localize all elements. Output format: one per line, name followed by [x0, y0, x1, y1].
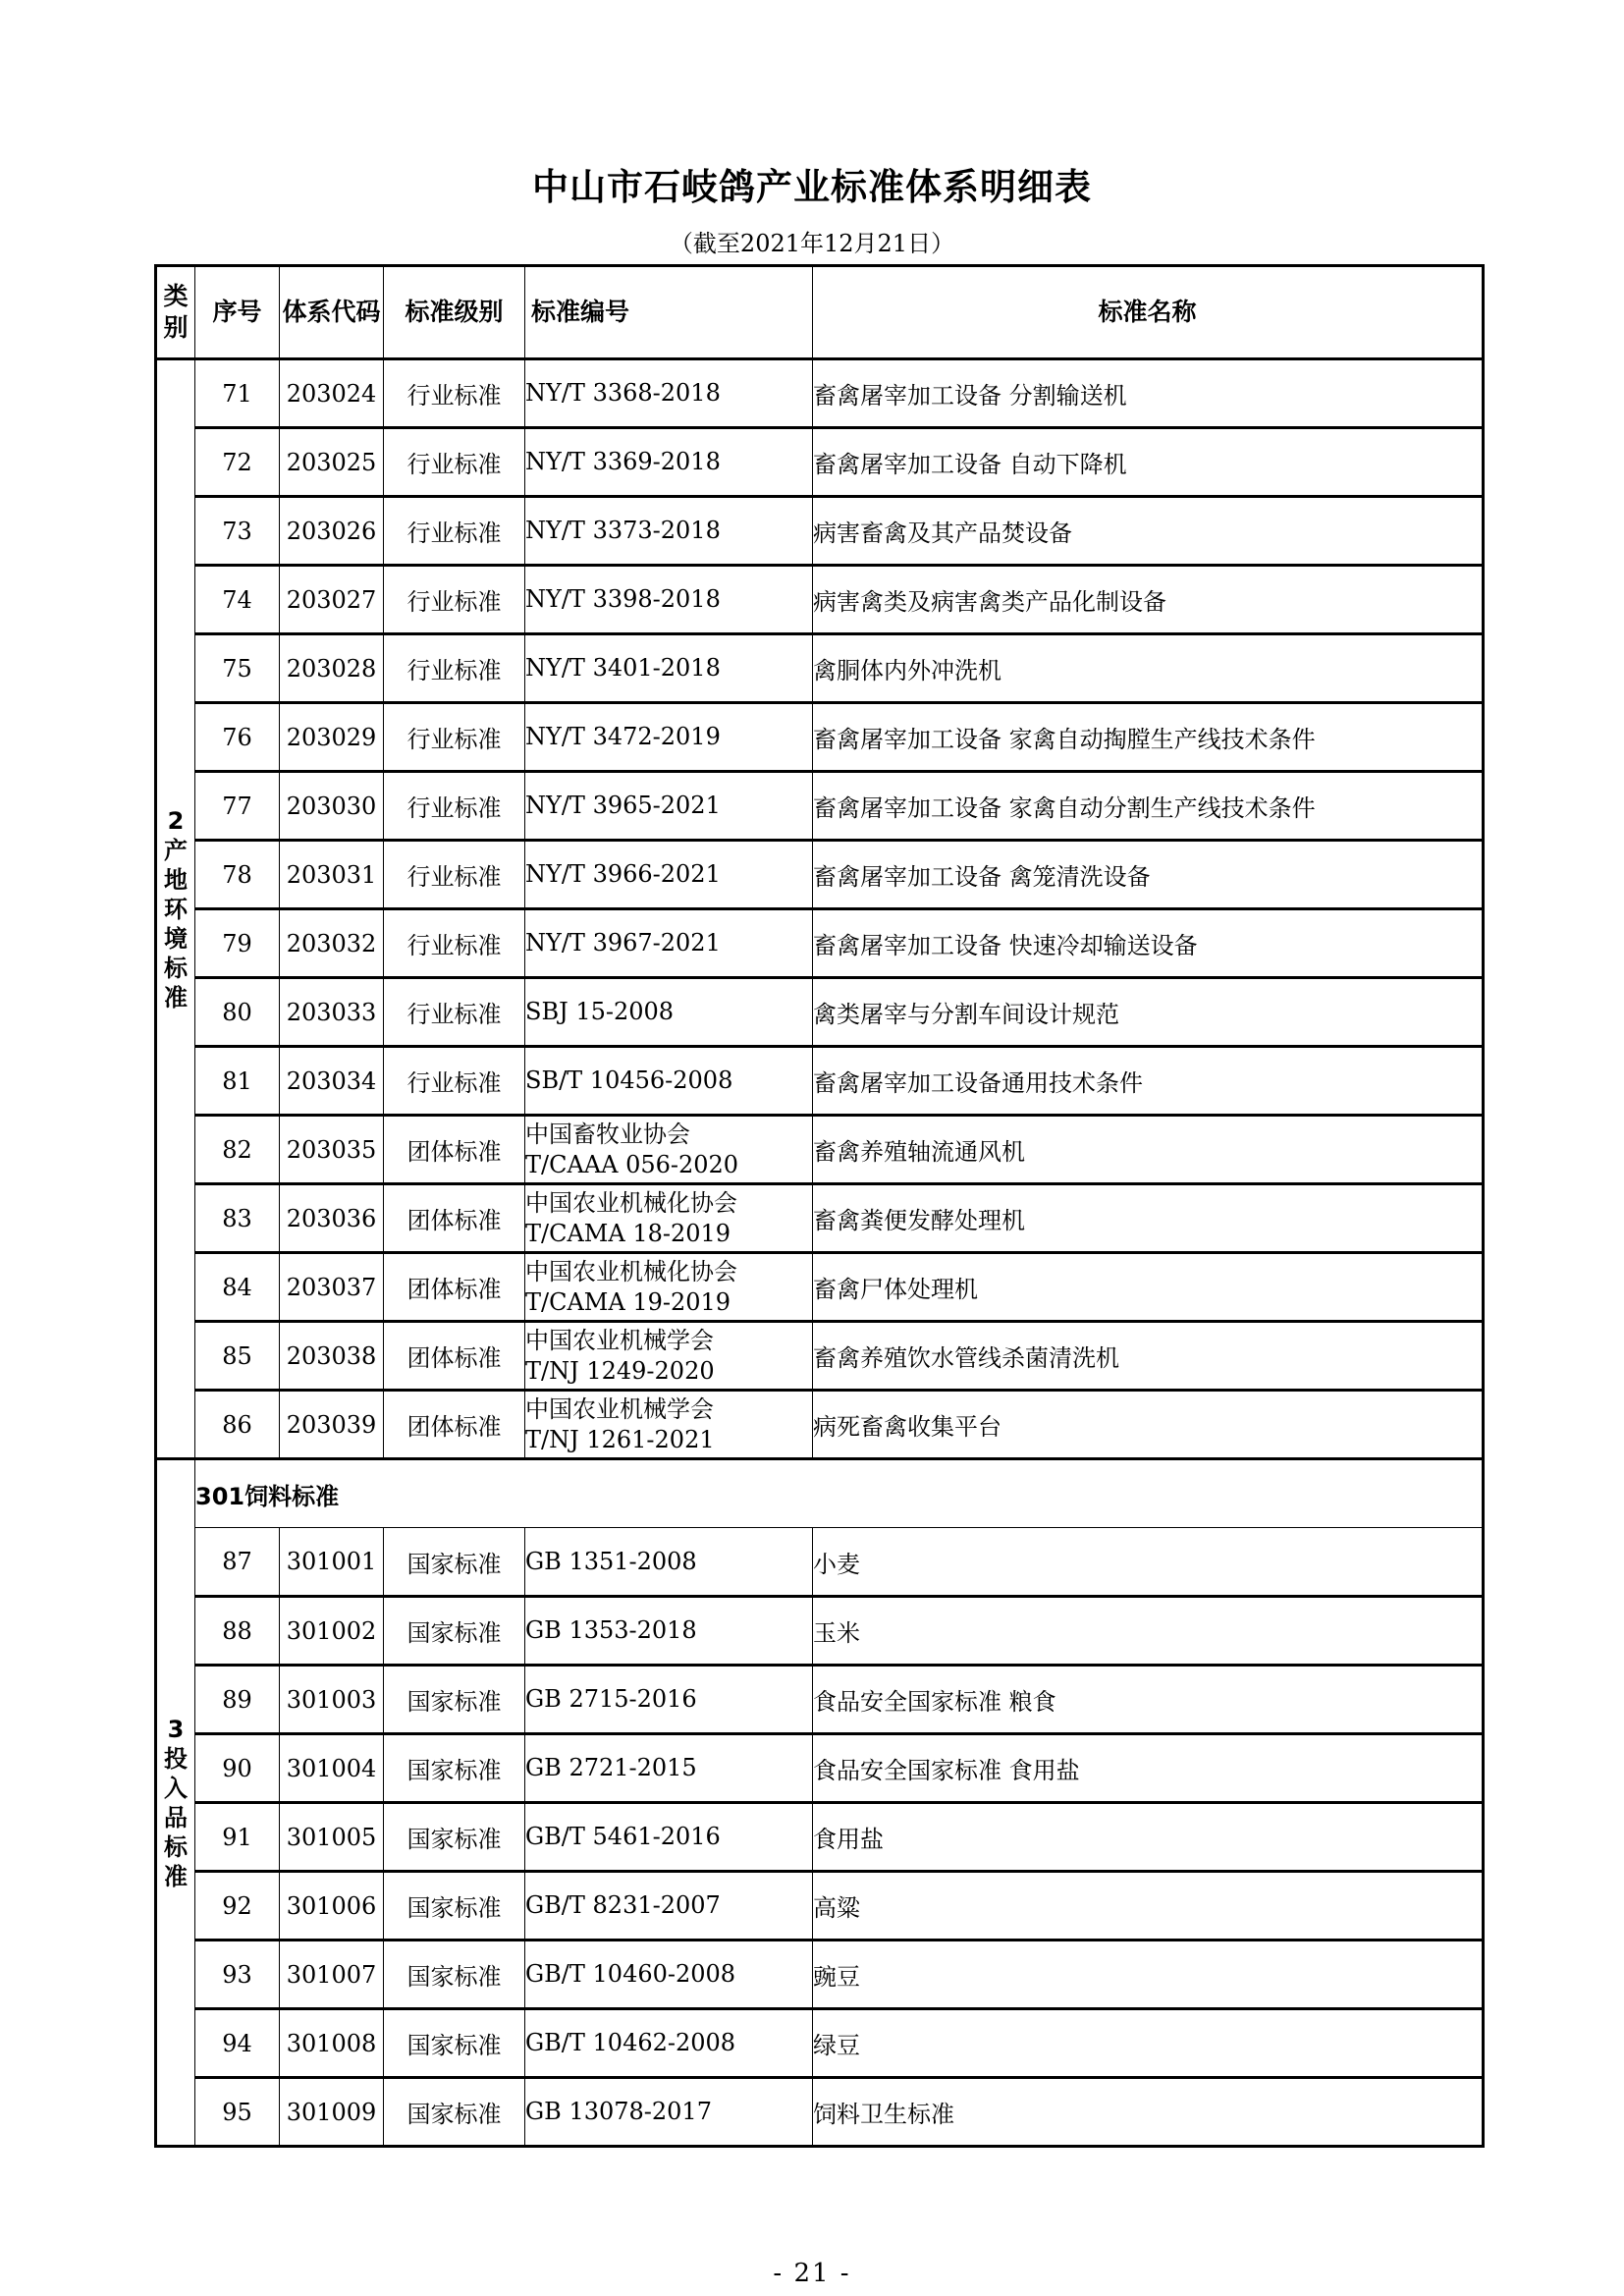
seq-cell: 91: [195, 1803, 280, 1872]
page-title: 中山市石岐鸽产业标准体系明细表: [532, 166, 1092, 208]
table-row: [156, 909, 1484, 978]
system-code-cell: 203027: [280, 566, 384, 634]
table-row: [156, 1528, 1484, 1597]
table-row: [156, 1253, 1484, 1322]
level-cell: 行业标准: [384, 1047, 525, 1116]
section-subheading: 301饲料标准: [195, 1459, 1484, 1528]
category-cell: [156, 359, 195, 1459]
standard-name-cell: 病死畜禽收集平台: [813, 1391, 1484, 1459]
seq-cell: 84: [195, 1253, 280, 1322]
standard-number-cell: SB/T 10456-2008: [525, 1047, 813, 1116]
level-cell: 国家标准: [384, 1528, 525, 1597]
standard-number-cell: GB/T 10460-2008: [525, 1941, 813, 2009]
level-cell: 国家标准: [384, 1803, 525, 1872]
standard-name-cell: 畜禽屠宰加工设备 禽笼清洗设备: [813, 841, 1484, 909]
table-row: [156, 566, 1484, 634]
standard-name-cell: 畜禽尸体处理机: [813, 1253, 1484, 1322]
system-code-cell: 301008: [280, 2009, 384, 2078]
standard-number-cell: NY/T 3965-2021: [525, 772, 813, 841]
seq-cell: 94: [195, 2009, 280, 2078]
standard-number-cell: NY/T 3472-2019: [525, 703, 813, 772]
table-row: [156, 772, 1484, 841]
standard-number-cell: NY/T 3368-2018: [525, 359, 813, 428]
standard-name-cell: 高粱: [813, 1872, 1484, 1941]
level-cell: 团体标准: [384, 1253, 525, 1322]
standard-name-cell: 畜禽养殖饮水管线杀菌清洗机: [813, 1322, 1484, 1391]
level-cell: 行业标准: [384, 978, 525, 1047]
system-code-cell: 203024: [280, 359, 384, 428]
system-code-cell: 203031: [280, 841, 384, 909]
level-cell: 国家标准: [384, 1666, 525, 1734]
subheading-row: [156, 1459, 1484, 1528]
header-category: 类别: [156, 266, 195, 359]
standard-name-cell: 畜禽屠宰加工设备 快速冷却输送设备: [813, 909, 1484, 978]
system-code-cell: 301007: [280, 1941, 384, 2009]
table-row: [156, 978, 1484, 1047]
standard-name-cell: 畜禽屠宰加工设备 分割输送机: [813, 359, 1484, 428]
standard-number-cell: NY/T 3401-2018: [525, 634, 813, 703]
level-cell: 团体标准: [384, 1116, 525, 1184]
table-row: [156, 497, 1484, 566]
level-cell: 行业标准: [384, 909, 525, 978]
level-cell: 国家标准: [384, 1941, 525, 2009]
level-cell: 团体标准: [384, 1322, 525, 1391]
seq-cell: 90: [195, 1734, 280, 1803]
standard-number-cell: GB 1353-2018: [525, 1597, 813, 1666]
system-code-cell: 203025: [280, 428, 384, 497]
seq-cell: 77: [195, 772, 280, 841]
level-cell: 国家标准: [384, 1597, 525, 1666]
table-header-row: [156, 266, 1484, 359]
level-cell: 行业标准: [384, 428, 525, 497]
date-subtitle: （截至2021年12月21日）: [669, 230, 955, 257]
system-code-cell: 203038: [280, 1322, 384, 1391]
seq-cell: 81: [195, 1047, 280, 1116]
seq-cell: 74: [195, 566, 280, 634]
table-row: [156, 703, 1484, 772]
table-row: [156, 1047, 1484, 1116]
system-code-cell: 301009: [280, 2078, 384, 2147]
level-cell: 行业标准: [384, 566, 525, 634]
standard-name-cell: 豌豆: [813, 1941, 1484, 2009]
standard-name-cell: 病害畜禽及其产品焚设备: [813, 497, 1484, 566]
standard-number-cell: GB 1351-2008: [525, 1528, 813, 1597]
standard-name-cell: 食用盐: [813, 1803, 1484, 1872]
system-code-cell: 203026: [280, 497, 384, 566]
table-row: [156, 1803, 1484, 1872]
level-cell: 行业标准: [384, 772, 525, 841]
seq-cell: 78: [195, 841, 280, 909]
system-code-cell: 301001: [280, 1528, 384, 1597]
seq-cell: 79: [195, 909, 280, 978]
standard-number-cell: GB 2721-2015: [525, 1734, 813, 1803]
table-row: [156, 634, 1484, 703]
header-seq: 序号: [195, 266, 280, 359]
table-row: [156, 1666, 1484, 1734]
system-code-cell: 203037: [280, 1253, 384, 1322]
system-code-cell: 301003: [280, 1666, 384, 1734]
level-cell: 行业标准: [384, 634, 525, 703]
level-cell: 国家标准: [384, 2078, 525, 2147]
table-row: [156, 1734, 1484, 1803]
table-row: [156, 359, 1484, 428]
table-row: [156, 1872, 1484, 1941]
standard-number-cell: NY/T 3373-2018: [525, 497, 813, 566]
category-cell: [156, 1459, 195, 2147]
seq-cell: 72: [195, 428, 280, 497]
table-row: [156, 841, 1484, 909]
level-cell: 行业标准: [384, 359, 525, 428]
header-system-code: 体系代码: [280, 266, 384, 359]
level-cell: 团体标准: [384, 1184, 525, 1253]
system-code-cell: 203028: [280, 634, 384, 703]
standards-table: [154, 264, 1485, 2148]
standard-number-cell: GB 13078-2017: [525, 2078, 813, 2147]
table-row: [156, 1116, 1484, 1184]
table-row: [156, 1184, 1484, 1253]
standard-name-cell: 畜禽屠宰加工设备通用技术条件: [813, 1047, 1484, 1116]
standard-name-cell: 小麦: [813, 1528, 1484, 1597]
seq-cell: 92: [195, 1872, 280, 1941]
standard-name-cell: 玉米: [813, 1597, 1484, 1666]
standard-name-cell: 畜禽屠宰加工设备 家禽自动掏膛生产线技术条件: [813, 703, 1484, 772]
standard-number-cell: NY/T 3398-2018: [525, 566, 813, 634]
table-row: [156, 2078, 1484, 2147]
system-code-cell: 203032: [280, 909, 384, 978]
table-row: [156, 1322, 1484, 1391]
standard-name-cell: 绿豆: [813, 2009, 1484, 2078]
system-code-cell: 203036: [280, 1184, 384, 1253]
standard-number-cell: NY/T 3966-2021: [525, 841, 813, 909]
seq-cell: 93: [195, 1941, 280, 2009]
page-number: - 21 -: [773, 2259, 851, 2288]
level-cell: 国家标准: [384, 1734, 525, 1803]
seq-cell: 73: [195, 497, 280, 566]
system-code-cell: 301006: [280, 1872, 384, 1941]
seq-cell: 85: [195, 1322, 280, 1391]
level-cell: 行业标准: [384, 841, 525, 909]
table-row: [156, 1391, 1484, 1459]
system-code-cell: 203030: [280, 772, 384, 841]
seq-cell: 80: [195, 978, 280, 1047]
seq-cell: 83: [195, 1184, 280, 1253]
system-code-cell: 301002: [280, 1597, 384, 1666]
level-cell: 行业标准: [384, 497, 525, 566]
level-cell: 行业标准: [384, 703, 525, 772]
level-cell: 团体标准: [384, 1391, 525, 1459]
seq-cell: 86: [195, 1391, 280, 1459]
standard-name-cell: 病害禽类及病害禽类产品化制设备: [813, 566, 1484, 634]
standard-name-cell: 食品安全国家标准 食用盐: [813, 1734, 1484, 1803]
standard-name-cell: 畜禽屠宰加工设备 家禽自动分割生产线技术条件: [813, 772, 1484, 841]
standard-name-cell: 禽胴体内外冲洗机: [813, 634, 1484, 703]
header-number: 标准编号: [525, 266, 813, 359]
table-row: [156, 428, 1484, 497]
system-code-cell: 203029: [280, 703, 384, 772]
standard-number-cell: GB/T 5461-2016: [525, 1803, 813, 1872]
table-row: [156, 1941, 1484, 2009]
level-cell: 国家标准: [384, 2009, 525, 2078]
standard-name-cell: 畜禽养殖轴流通风机: [813, 1116, 1484, 1184]
standard-number-cell: 中国农业机械学会 T/NJ 1261-2021: [525, 1391, 813, 1459]
seq-cell: 75: [195, 634, 280, 703]
system-code-cell: 203033: [280, 978, 384, 1047]
table-row: [156, 1597, 1484, 1666]
standard-number-cell: 中国农业机械学会 T/NJ 1249-2020: [525, 1322, 813, 1391]
seq-cell: 87: [195, 1528, 280, 1597]
seq-cell: 89: [195, 1666, 280, 1734]
category-label: 2产地环境标准: [164, 806, 188, 1011]
standard-number-cell: NY/T 3967-2021: [525, 909, 813, 978]
standard-name-cell: 畜禽粪便发酵处理机: [813, 1184, 1484, 1253]
standard-number-cell: 中国农业机械化协会 T/CAMA 18-2019: [525, 1184, 813, 1253]
standard-number-cell: GB 2715-2016: [525, 1666, 813, 1734]
standard-number-cell: 中国农业机械化协会 T/CAMA 19-2019: [525, 1253, 813, 1322]
standard-number-cell: GB/T 10462-2008: [525, 2009, 813, 2078]
system-code-cell: 203039: [280, 1391, 384, 1459]
table-row: [156, 2009, 1484, 2078]
system-code-cell: 301005: [280, 1803, 384, 1872]
system-code-cell: 301004: [280, 1734, 384, 1803]
seq-cell: 71: [195, 359, 280, 428]
category-label: 3投入品标准: [164, 1715, 188, 1890]
standard-name-cell: 食品安全国家标准 粮食: [813, 1666, 1484, 1734]
seq-cell: 82: [195, 1116, 280, 1184]
header-level: 标准级别: [384, 266, 525, 359]
system-code-cell: 203035: [280, 1116, 384, 1184]
level-cell: 国家标准: [384, 1872, 525, 1941]
standard-number-cell: NY/T 3369-2018: [525, 428, 813, 497]
system-code-cell: 203034: [280, 1047, 384, 1116]
seq-cell: 76: [195, 703, 280, 772]
standard-name-cell: 饲料卫生标准: [813, 2078, 1484, 2147]
standard-name-cell: 禽类屠宰与分割车间设计规范: [813, 978, 1484, 1047]
standard-number-cell: 中国畜牧业协会 T/CAAA 056-2020: [525, 1116, 813, 1184]
seq-cell: 88: [195, 1597, 280, 1666]
header-name: 标准名称: [813, 266, 1484, 359]
seq-cell: 95: [195, 2078, 280, 2147]
standard-number-cell: SBJ 15-2008: [525, 978, 813, 1047]
standard-number-cell: GB/T 8231-2007: [525, 1872, 813, 1941]
standard-name-cell: 畜禽屠宰加工设备 自动下降机: [813, 428, 1484, 497]
